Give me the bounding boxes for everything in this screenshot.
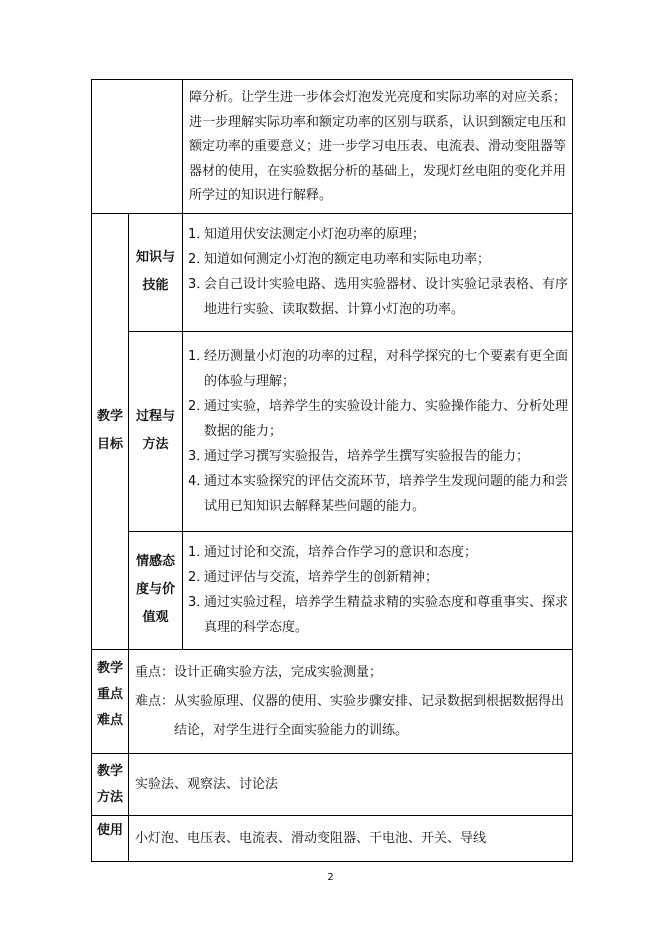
item-text: 通过实验，培养学生的实验设计能力、实验操作能力、分析处理数据的能力； — [204, 398, 569, 439]
objective-knowledge-row — [92, 213, 573, 331]
item-number: 3． — [188, 277, 210, 292]
difficulty-label: 难点： — [135, 693, 175, 709]
list-item — [188, 590, 568, 640]
key-point — [135, 658, 566, 687]
process-label: 过程与方法 — [135, 409, 175, 452]
key-points-content — [129, 649, 573, 753]
key-points-category — [92, 649, 129, 753]
intro-paragraph: 障分析。让学生进一步体会灯泡发光亮度和实际功率的对应关系；进一步理解实际功率和额定功率的区别与联系，认识到额定电压和额定功率的重要意义；进一步学习电压表、电流表、滑动变阻器等器材的使用，在实验数据分析的基础上，发现灯丝电阻的变化并用所学过的知识进行解释。 — [183, 80, 573, 214]
knowledge-label: 知识与技能 — [135, 250, 175, 293]
list-item — [188, 247, 568, 272]
list-item — [188, 222, 568, 247]
usage-row — [92, 815, 573, 861]
item-number: 3． — [188, 448, 210, 464]
item-number: 2． — [188, 570, 210, 585]
list-item — [188, 444, 568, 469]
item-text: 经历测量小灯泡的功率的过程，对科学探究的七个要素有更全面的体验与理解； — [204, 348, 569, 389]
item-text: 知道如何测定小灯泡的额定电功率和实际电功率； — [204, 252, 491, 267]
knowledge-list — [183, 213, 573, 331]
item-number: 4． — [188, 473, 210, 489]
item-text: 会自己设计实验电路、选用实验器材、设计实验记录表格、有序地进行实验、读取数据、计算小灯泡的功率。 — [204, 277, 569, 317]
list-item — [188, 469, 568, 519]
process-list — [183, 331, 573, 531]
emotion-label: 情感态度与价值观 — [135, 554, 175, 625]
item-number: 3． — [188, 595, 210, 610]
objectives-category — [92, 213, 129, 649]
intro-row — [92, 80, 573, 214]
methods-category — [92, 753, 129, 815]
usage-category — [92, 815, 129, 861]
usage-text: 小灯泡、电压表、电流表、滑动变阻器、干电池、开关、导线 — [129, 815, 573, 861]
item-text: 知道用伏安法测定小灯泡功率的原理； — [204, 227, 426, 242]
item-text: 通过学习撰写实验报告，培养学生撰写实验报告的能力； — [204, 448, 530, 464]
item-number: 2． — [188, 398, 210, 414]
item-text: 通过评估与交流，培养学生的创新精神； — [204, 570, 439, 585]
objective-emotion-row — [92, 531, 573, 649]
key-points-category-label: 教学重点难点 — [97, 660, 124, 728]
item-text: 通过实验过程，培养学生精益求精的实验态度和尊重事实、探求真理的科学态度。 — [204, 595, 569, 635]
objective-process-row — [92, 331, 573, 531]
page-number: 2 — [327, 872, 334, 883]
intro-left-cell — [92, 80, 183, 214]
item-number: 1． — [188, 545, 210, 560]
emotion-list — [183, 531, 573, 649]
item-number: 2． — [188, 252, 210, 267]
difficulty-point — [135, 687, 566, 745]
methods-category-label: 教学方法 — [97, 763, 124, 805]
methods-row — [92, 753, 573, 815]
item-number: 1． — [188, 227, 210, 242]
knowledge-label-cell — [129, 213, 183, 331]
emotion-label-cell — [129, 531, 183, 649]
list-item — [188, 272, 568, 322]
key-label: 重点： — [135, 664, 175, 680]
objectives-category-label: 教学目标 — [97, 409, 124, 452]
item-text: 通过讨论和交流，培养合作学习的意识和态度； — [204, 545, 478, 560]
list-item — [188, 394, 568, 444]
list-item — [188, 540, 568, 565]
item-number: 1． — [188, 348, 210, 364]
usage-category-label: 使用 — [97, 822, 124, 838]
key-text: 设计正确实验方法，完成实验测量； — [174, 664, 383, 680]
item-text: 通过本实验探究的评估交流环节，培养学生发现问题的能力和尝试用已知知识去解释某些问题的能力。 — [204, 473, 569, 514]
list-item — [188, 565, 568, 590]
lesson-plan-table — [91, 79, 573, 862]
methods-text: 实验法、观察法、讨论法 — [129, 753, 573, 815]
key-points-row — [92, 649, 573, 753]
list-item — [188, 344, 568, 394]
difficulty-text: 从实验原理、仪器的使用、实验步骤安排、记录数据到根据数据得出结论，对学生进行全面实验能力的训练。 — [174, 693, 565, 738]
process-label-cell — [129, 331, 183, 531]
